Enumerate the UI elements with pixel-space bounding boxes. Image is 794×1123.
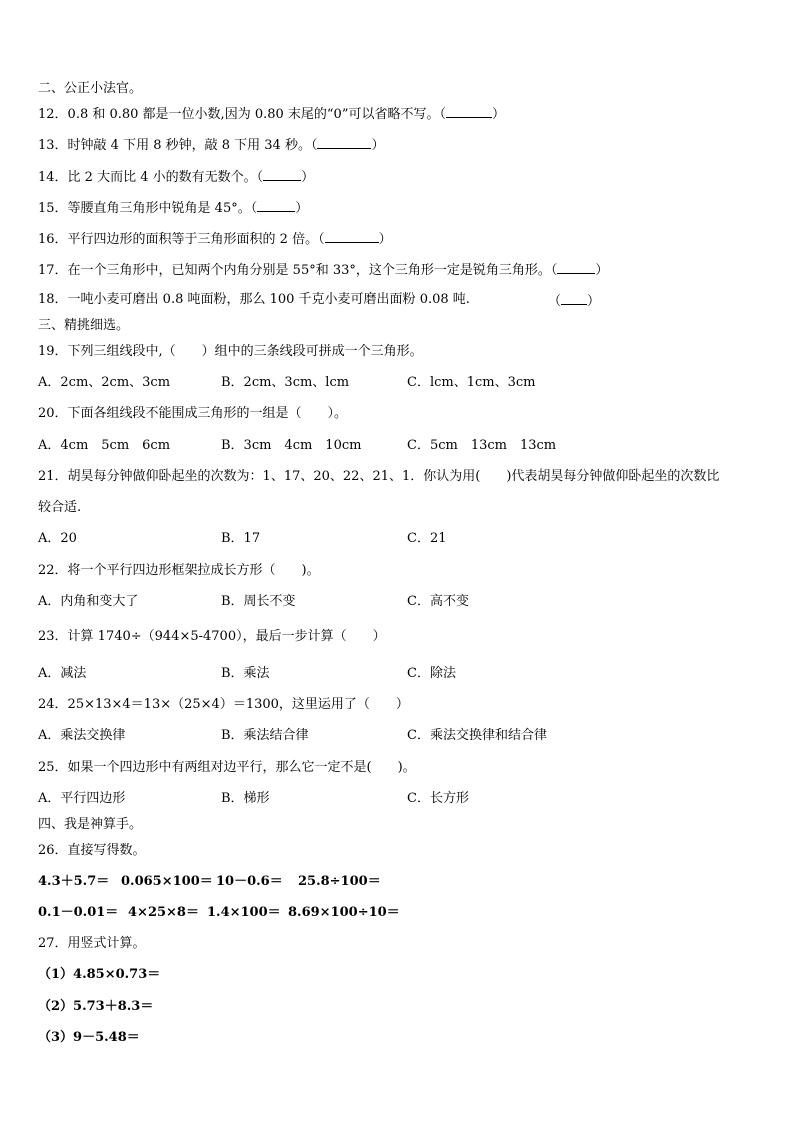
q22-option-a[interactable]: A．内角和变大了	[38, 594, 139, 609]
q20-option-b[interactable]: B．3cm 4cm 10cm	[221, 438, 362, 453]
question-17	[38, 261, 764, 279]
question-27: 27．用竖式计算。	[38, 936, 146, 951]
question-24: 24．25×13×4＝13×（25×4）＝1300，这里运用了（ ）	[38, 697, 409, 712]
calc-item-1: 4.3＋5.7＝	[38, 874, 110, 889]
question-22: 22．将一个平行四边形框架拉成长方形（ )。	[38, 563, 320, 578]
section-heading-judge: 二、公正小法官。	[38, 81, 143, 96]
section-heading-calc: 四、我是神算手。	[38, 817, 143, 832]
calc-item-2: 0.065×100＝	[121, 874, 213, 889]
calc-item-3: 10－0.6＝	[216, 874, 283, 889]
vertical-calc-3: （3）9－5.48＝	[38, 1030, 140, 1045]
question-13-close: ）	[371, 138, 385, 153]
q19-option-b[interactable]: B．2cm、3cm、lcm	[221, 375, 350, 390]
answer-blank-15[interactable]	[257, 199, 295, 212]
answer-blank-14[interactable]	[263, 168, 301, 181]
question-13-text: 13．时钟敲 4 下用 8 秒钟，敲 8 下用 34 秒。（	[38, 138, 318, 153]
vertical-calc-1: （1）4.85×0.73＝	[38, 967, 161, 982]
answer-blank-16[interactable]	[325, 230, 379, 243]
q22-option-b[interactable]: B．周长不变	[221, 594, 296, 609]
question-12	[38, 105, 764, 123]
question-14-text: 14．比 2 大而比 4 小的数有无数个。（	[38, 170, 264, 185]
question-18-answer	[548, 292, 600, 310]
calc-item-4: 25.8÷100＝	[298, 874, 381, 889]
q20-option-a[interactable]: A．4cm 5cm 6cm	[38, 438, 171, 453]
answer-blank-13[interactable]	[317, 136, 371, 149]
question-12-close: ）	[491, 107, 505, 122]
q24-option-b[interactable]: B．乘法结合律	[221, 728, 309, 743]
question-25: 25．如果一个四边形中有两组对边平行，那么它一定不是( )。	[38, 760, 416, 775]
q22-option-c[interactable]: C．高不变	[407, 594, 469, 609]
question-15-text: 15．等腰直角三角形中锐角是 45°。（	[38, 201, 258, 216]
question-12-text: 12．0.8 和 0.80 都是一位小数,因为 0.80 末尾的“0”可以省略不写。（	[38, 107, 446, 122]
question-21-continued: 较合适.	[38, 500, 82, 515]
calc-item-7: 1.4×100＝	[207, 905, 281, 920]
q21-option-a[interactable]: A．20	[38, 531, 77, 546]
q21-option-c[interactable]: C．21	[407, 531, 447, 546]
q25-option-c[interactable]: C．长方形	[407, 791, 469, 806]
question-16-close: ）	[378, 232, 392, 247]
question-13	[38, 136, 764, 154]
question-18	[38, 292, 764, 308]
q25-option-a[interactable]: A．平行四边形	[38, 791, 126, 806]
q23-option-c[interactable]: C．除法	[407, 666, 456, 681]
question-16	[38, 230, 764, 248]
question-17-text: 17．在一个三角形中，已知两个内角分别是 55°和 33°，这个三角形一定是锐角三角形。（	[38, 263, 558, 278]
answer-blank-12[interactable]	[446, 105, 492, 118]
question-15	[38, 199, 764, 217]
q19-option-c[interactable]: C．lcm、1cm、3cm	[407, 375, 536, 390]
q20-option-c[interactable]: C．5cm 13cm 13cm	[407, 438, 557, 453]
q19-option-a[interactable]: A．2cm、2cm、3cm	[38, 375, 171, 390]
question-15-close: ）	[295, 201, 309, 216]
answer-blank-18[interactable]	[561, 292, 587, 305]
q23-option-a[interactable]: A．减法	[38, 666, 87, 681]
question-14	[38, 168, 764, 186]
q23-option-b[interactable]: B．乘法	[221, 666, 270, 681]
question-14-close: ）	[301, 170, 315, 185]
question-17-close: ）	[595, 263, 609, 278]
section-heading-choice: 三、精挑细选。	[38, 318, 130, 333]
q21-option-b[interactable]: B．17	[221, 531, 261, 546]
q25-option-b[interactable]: B．梯形	[221, 791, 270, 806]
vertical-calc-2: （2）5.73＋8.3＝	[38, 999, 154, 1014]
question-20: 20．下面各组线段不能围成三角形的一组是（ ）。	[38, 406, 348, 421]
question-16-text: 16．平行四边形的面积等于三角形面积的 2 倍。（	[38, 232, 325, 247]
question-18-text: 18．一吨小麦可磨出 0.8 吨面粉，那么 100 千克小麦可磨出面粉 0.08 吨.	[38, 292, 470, 307]
question-18-close: ）	[587, 294, 601, 309]
q24-option-a[interactable]: A．乘法交换律	[38, 728, 126, 743]
question-21: 21．胡昊每分钟做仰卧起坐的次数为：1、17、20、22、21、1．你认为用( )代表胡昊每分钟做仰卧起坐的次数比	[38, 469, 720, 484]
question-26: 26．直接写得数。	[38, 843, 146, 858]
question-18-open: （	[548, 294, 562, 309]
question-19: 19．下列三组线段中,（ ）组中的三条线段可拼成一个三角形。	[38, 344, 423, 359]
q24-option-c[interactable]: C．乘法交换律和结合律	[407, 728, 547, 743]
question-23: 23．计算 1740÷（944×5-4700），最后一步计算（ ）	[38, 629, 386, 644]
answer-blank-17[interactable]	[557, 261, 595, 274]
calc-item-8: 8.69×100÷10＝	[288, 905, 400, 920]
calc-item-5: 0.1－0.01＝	[38, 905, 119, 920]
calc-item-6: 4×25×8＝	[128, 905, 199, 920]
